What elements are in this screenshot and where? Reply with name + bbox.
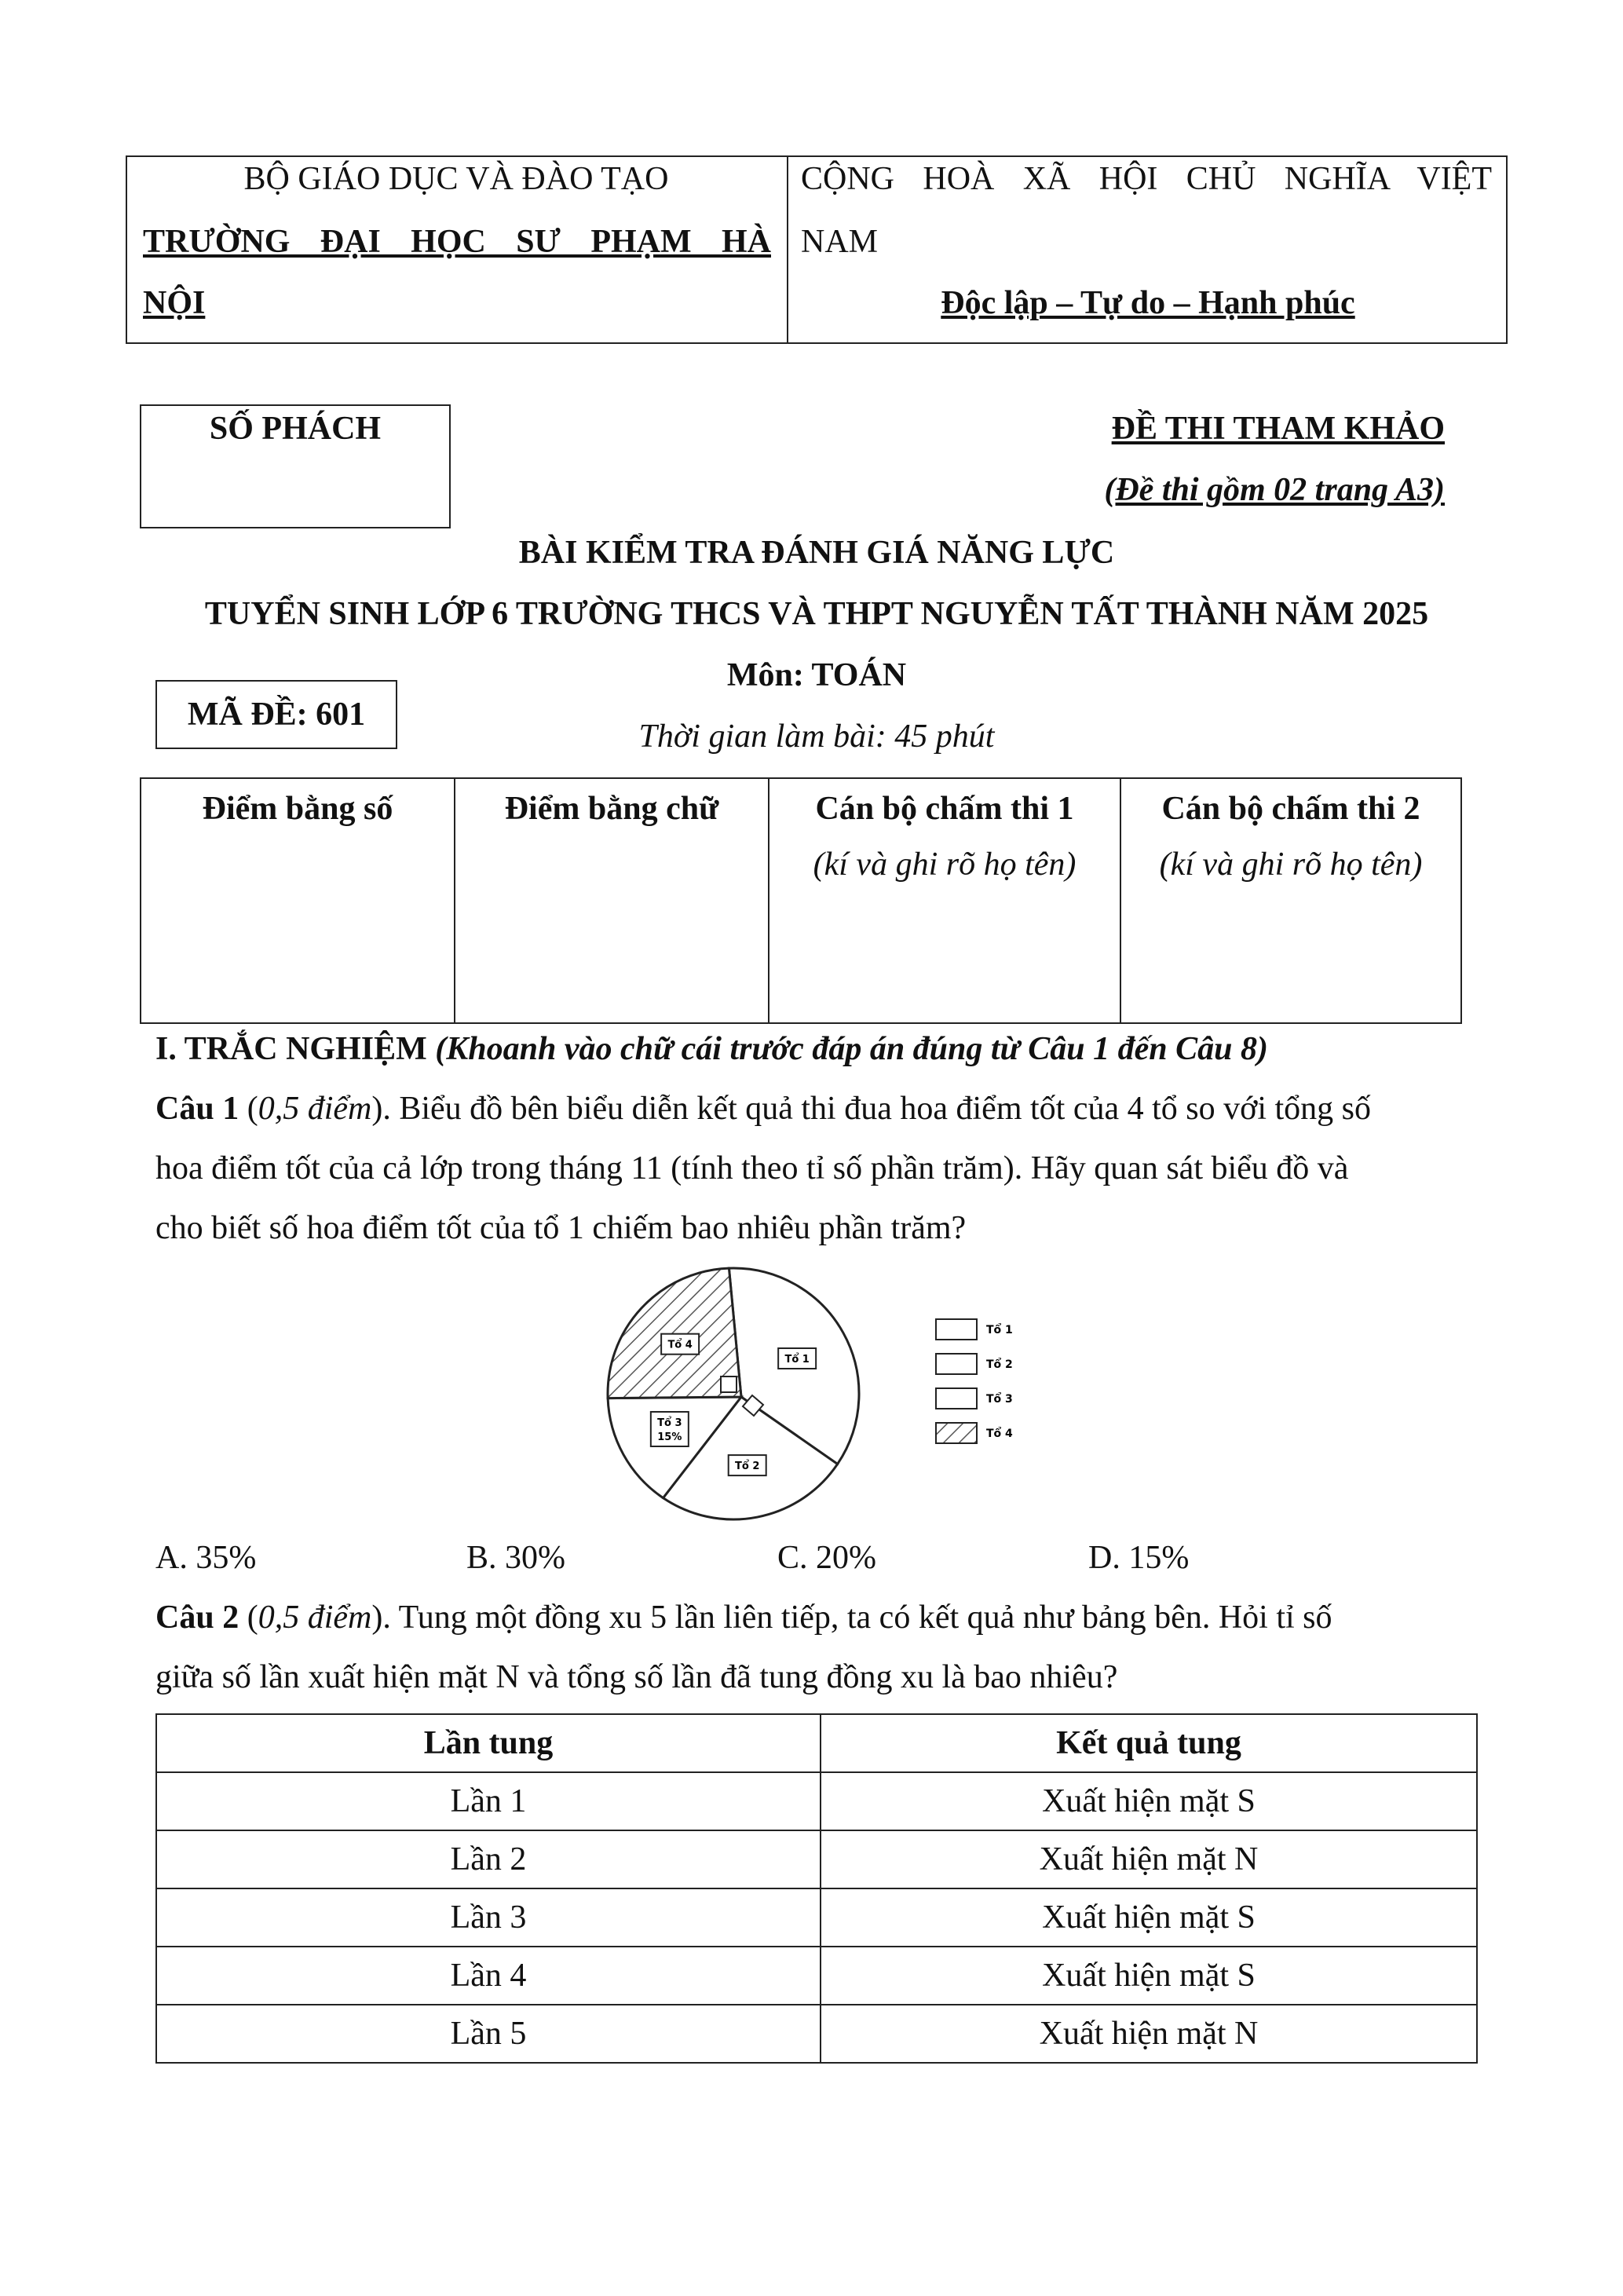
pie-slice-label	[778, 1348, 816, 1369]
q1-option-d[interactable]: D. 15%	[1088, 1540, 1190, 1576]
right-angle-mark	[721, 1377, 737, 1392]
result-cell: Xuất hiện mặt S	[821, 1888, 1477, 1947]
table-row	[156, 1830, 1477, 1888]
toss-cell: Lần 1	[156, 1772, 821, 1830]
grader2-label: Cán bộ chấm thi 2	[1161, 791, 1420, 827]
svg-text:Tổ 1: Tổ 1	[784, 1354, 810, 1366]
q1-option-c[interactable]: C. 20%	[777, 1540, 876, 1576]
school-name-line2: NỘI	[143, 285, 206, 321]
table-row	[156, 1888, 1477, 1947]
result-cell: Xuất hiện mặt S	[821, 1772, 1477, 1830]
score-number-label: Điểm bằng số	[202, 791, 393, 827]
q1-option-b[interactable]: B. 30%	[466, 1540, 565, 1576]
legend-entry	[936, 1319, 1013, 1340]
grader1-label: Cán bộ chấm thi 1	[815, 791, 1074, 827]
q2-text-line-2: giữa số lần xuất hiện mặt N và tổng số lần đã tung đồng xu là bao nhiêu?	[155, 1659, 1118, 1695]
toss-cell: Lần 4	[156, 1947, 821, 2005]
legend-entry	[936, 1388, 1013, 1409]
pie-slice-label	[661, 1334, 699, 1355]
q1-option-a[interactable]: A. 35%	[155, 1540, 257, 1576]
motto: Độc lập – Tự do – Hạnh phúc	[941, 285, 1355, 321]
exam-pages: (Đề thi gồm 02 trang A3)	[1104, 472, 1445, 508]
svg-text:Tổ 3: Tổ 3	[657, 1417, 682, 1429]
section-1-note: (Khoanh vào chữ cái trước đáp án đúng từ Câu 1 đến Câu 8)	[435, 1031, 1268, 1067]
header-divider	[787, 155, 788, 344]
so-phach-label: SỐ PHÁCH	[209, 411, 382, 447]
result-cell: Xuất hiện mặt S	[821, 1947, 1477, 2005]
score-cell-words	[455, 778, 769, 1023]
table-row	[156, 2005, 1477, 2063]
country-name-line2: NAM	[801, 224, 879, 260]
q1-text-line-2: hoa điểm tốt của cả lớp trong tháng 11 (tính theo tỉ số phần trăm). Hãy quan sát biểu đồ và	[155, 1150, 1349, 1186]
exam-title-1: BÀI KIỂM TRA ĐÁNH GIÁ NĂNG LỰC	[518, 535, 1115, 571]
svg-text:Tổ 1: Tổ 1	[986, 1324, 1013, 1336]
grader2-sub: (kí và ghi rõ họ tên)	[1159, 846, 1423, 883]
grader1-cell	[769, 778, 1120, 1023]
school-name-line1: TRƯỜNG ĐẠI HỌC SƯ PHẠM HÀ	[143, 224, 771, 260]
svg-text:Tổ 2: Tổ 2	[735, 1461, 760, 1473]
section-1-title: I. TRẮC NGHIỆM	[155, 1031, 427, 1067]
table-row	[156, 1947, 1477, 2005]
q1-points: 0,5 điểm	[258, 1091, 372, 1127]
pie-slice-label	[651, 1412, 689, 1446]
table-row	[156, 1772, 1477, 1830]
svg-text:Tổ 4: Tổ 4	[986, 1428, 1013, 1440]
q1-label: Câu 1	[155, 1091, 239, 1127]
toss-cell: Lần 3	[156, 1888, 821, 1947]
toss-cell: Lần 2	[156, 1830, 821, 1888]
country-name-line1: CỘNG HOÀ XÃ HỘI CHỦ NGHĨA VIỆT	[801, 161, 1492, 197]
q1-text-l1: ). Biểu đồ bên biểu diễn kết quả thi đua hoa điểm tốt của 4 tổ so với tổng số	[371, 1091, 1372, 1127]
svg-text:15%: 15%	[657, 1431, 682, 1443]
exam-time: Thời gian làm bài: 45 phút	[638, 718, 995, 755]
question-2-line-1: Câu 2 (0,5 điểm). Tung một đồng xu 5 lần liên tiếp, ta có kết quả như bảng bên. Hỏi tỉ số	[155, 1600, 1332, 1636]
coin-toss-table	[155, 1713, 1478, 2064]
question-1-line-1: Câu 1 (0,5 điểm). Biểu đồ bên biểu diễn kết quả thi đua hoa điểm tốt của 4 tổ so với tổng số	[155, 1091, 1372, 1127]
legend-entry	[936, 1354, 1013, 1374]
subject: Môn: TOÁN	[726, 657, 907, 693]
score-cell-number	[141, 778, 455, 1023]
q2-points: 0,5 điểm	[258, 1600, 372, 1636]
toss-cell: Lần 5	[156, 2005, 821, 2063]
ministry-name: BỘ GIÁO DỤC VÀ ĐÀO TẠO	[243, 161, 669, 197]
exam-type: ĐỀ THI THAM KHẢO	[1111, 411, 1445, 447]
svg-text:Tổ 4: Tổ 4	[667, 1339, 693, 1351]
svg-text:Tổ 3: Tổ 3	[986, 1393, 1013, 1406]
grader2-cell	[1120, 778, 1461, 1023]
exam-title-2: TUYỂN SINH LỚP 6 TRƯỜNG THCS VÀ THPT NGUYỄN TẤT THÀNH NĂM 2025	[204, 596, 1429, 632]
q2-label: Câu 2	[155, 1600, 239, 1636]
svg-text:Tổ 2: Tổ 2	[986, 1358, 1013, 1371]
pie-slice-label	[729, 1455, 766, 1475]
legend-entry	[936, 1423, 1013, 1443]
pie-legend	[927, 1303, 1036, 1461]
header-cell-result: Kết quả tung	[821, 1714, 1477, 1772]
score-table	[140, 777, 1462, 1024]
header-cell-toss: Lần tung	[156, 1714, 821, 1772]
ma-de-label: MÃ ĐỀ: 601	[187, 696, 366, 733]
section-1-heading	[155, 1019, 1482, 1079]
grader1-sub: (kí và ghi rõ họ tên)	[813, 846, 1077, 883]
table-header-row	[156, 1714, 1477, 1772]
result-cell: Xuất hiện mặt N	[821, 2005, 1477, 2063]
score-words-label: Điểm bằng chữ	[504, 791, 719, 827]
q2-text-l1: ). Tung một đồng xu 5 lần liên tiếp, ta có kết quả như bảng bên. Hỏi tỉ số	[371, 1600, 1332, 1636]
q1-text-line-3: cho biết số hoa điểm tốt của tổ 1 chiếm bao nhiêu phần trăm?	[155, 1210, 967, 1246]
result-cell: Xuất hiện mặt N	[821, 1830, 1477, 1888]
